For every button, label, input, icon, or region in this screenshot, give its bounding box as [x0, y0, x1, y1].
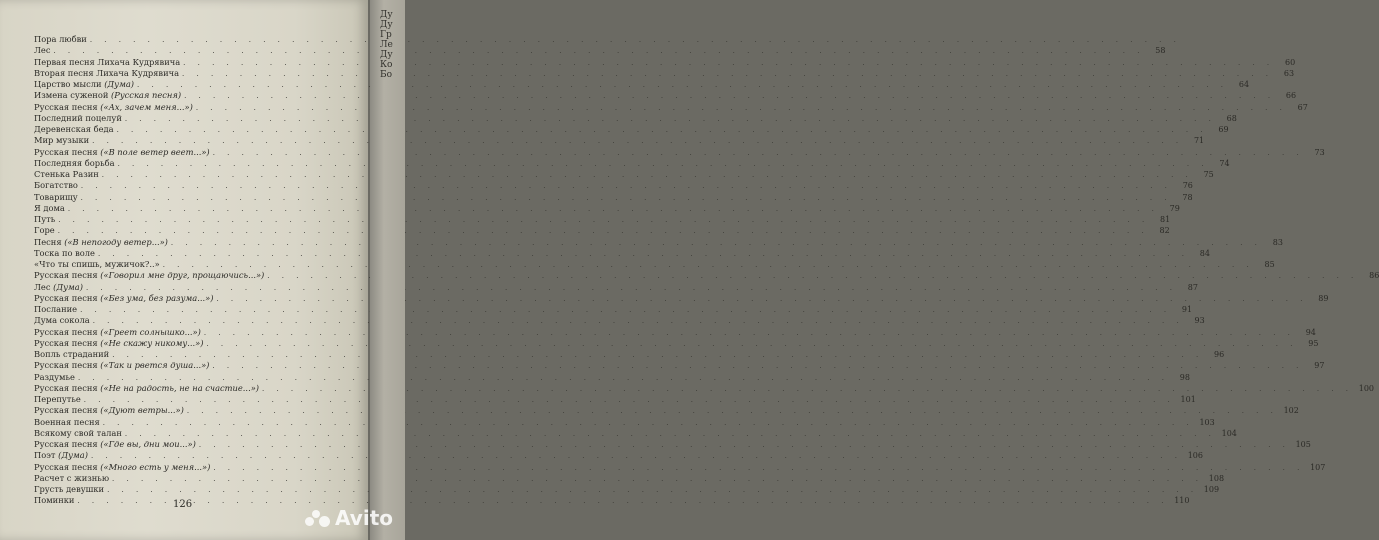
- table-of-contents: [34, 34, 1379, 507]
- toc-entry-page: 84: [1199, 248, 1210, 258]
- toc-entry-page: 66: [1285, 91, 1297, 101]
- adjacent-page-text: Ду: [380, 10, 393, 20]
- toc-entry: [34, 180, 1193, 191]
- dot-leader: [102, 170, 1193, 181]
- toc-entry-title: Лес (Дума): [34, 281, 83, 292]
- toc-entry-page: 108: [1208, 473, 1225, 483]
- toc-entry-title: Горе: [34, 225, 55, 236]
- toc-entry-title: «Что ты спишь, мужичок?..»: [34, 259, 160, 269]
- toc-entry-title: Русская песня («Где вы, дни мои...»): [34, 439, 196, 449]
- toc-entry: [34, 146, 1325, 158]
- dot-leader: [81, 193, 1172, 204]
- dot-leader: [118, 159, 1209, 170]
- toc-entry-title: Богатство: [34, 180, 78, 191]
- toc-entry: [34, 450, 1203, 461]
- dot-leader: [86, 283, 1177, 294]
- toc-entry: [34, 349, 1225, 360]
- toc-entry-title: Царство мысли (Дума): [34, 79, 135, 89]
- toc-entry-title: Русская песня («В поле ветер веет...»): [34, 146, 210, 157]
- toc-entry-page: 95: [1308, 338, 1319, 348]
- toc-entry-page: 89: [1318, 293, 1329, 303]
- dot-leader: [125, 429, 1216, 440]
- dot-leader: [103, 418, 1194, 429]
- toc-entry-title: Последний поцелуй: [34, 112, 122, 123]
- toc-entry-page: 109: [1203, 485, 1220, 494]
- toc-entry: [34, 112, 1237, 124]
- dot-leader: [58, 215, 1149, 226]
- toc-entry: [34, 304, 1193, 315]
- toc-entry-title: Поэт (Дума): [34, 450, 88, 461]
- toc-entry: [34, 405, 1299, 416]
- toc-entry: [34, 281, 1198, 293]
- toc-entry-title: Расчет с жизнью: [34, 472, 110, 483]
- dot-leader: [98, 249, 1189, 260]
- dot-leader: [91, 451, 1182, 462]
- toc-entry: [34, 337, 1319, 349]
- toc-entry: [34, 326, 1316, 338]
- toc-entry-title: Дума сокола: [34, 315, 90, 326]
- toc-entry-page: 81: [1160, 215, 1171, 224]
- toc-entry-page: 98: [1179, 372, 1190, 382]
- toc-entry-page: 83: [1272, 237, 1283, 247]
- toc-entry: [34, 225, 1170, 236]
- dot-leader: [93, 316, 1184, 327]
- toc-entry-title: Поминки: [34, 495, 75, 506]
- toc-entry: [34, 169, 1214, 180]
- adjacent-page-text: Ду: [380, 50, 393, 60]
- toc-entry-page: 64: [1238, 80, 1250, 89]
- toc-entry-page: 69: [1218, 125, 1229, 134]
- toc-entry-title: Вопль страданий: [34, 349, 110, 359]
- toc-entry-page: 87: [1187, 282, 1198, 292]
- toc-entry-title: Русская песня («Не на радость, не на счастие...»): [34, 382, 260, 393]
- dot-leader: [53, 46, 1144, 57]
- toc-entry-page: 79: [1169, 203, 1180, 213]
- dot-leader: [77, 496, 1168, 507]
- dot-leader: [80, 305, 1171, 316]
- dot-leader: [199, 440, 1290, 451]
- toc-entry: [34, 371, 1190, 383]
- toc-entry-page: 74: [1219, 158, 1230, 168]
- toc-entry-page: 78: [1182, 192, 1193, 202]
- toc-entry-title: Грусть девушки: [34, 484, 105, 494]
- page-number: 126: [173, 499, 193, 510]
- toc-entry: [34, 427, 1237, 439]
- toc-entry: [34, 270, 1379, 281]
- toc-entry: [34, 315, 1205, 326]
- toc-entry: [34, 79, 1250, 90]
- dot-leader: [90, 35, 1181, 46]
- toc-entry: [34, 236, 1283, 248]
- toc-entry-title: Первая песня Лихача Кудрявича: [34, 56, 181, 67]
- toc-entry-page: 93: [1194, 316, 1205, 326]
- watermark-text: Avito: [335, 506, 393, 530]
- toc-entry-title: Русская песня («Так и рвется душа...»): [34, 360, 210, 371]
- toc-entry: [34, 214, 1171, 225]
- toc-entry-page: 86: [1369, 271, 1379, 281]
- toc-entry-page: 85: [1264, 260, 1275, 269]
- toc-entry-title: Лес: [34, 45, 51, 56]
- toc-entry: [34, 101, 1308, 113]
- toc-entry-page: 82: [1159, 226, 1170, 236]
- toc-entry: [34, 292, 1329, 304]
- toc-entry-page: 101: [1180, 395, 1196, 404]
- toc-entry: [34, 90, 1297, 101]
- toc-entry-page: 104: [1221, 428, 1237, 438]
- dot-leader: [184, 91, 1275, 102]
- toc-entry: [34, 439, 1311, 450]
- watermark: [305, 506, 393, 530]
- dot-leader: [92, 136, 1183, 147]
- dot-leader: [137, 80, 1228, 91]
- toc-entry: [34, 382, 1375, 394]
- adjacent-page-text: Ко: [380, 60, 393, 70]
- toc-entry-title: Военная песня: [34, 416, 100, 427]
- toc-entry-page: 110: [1174, 496, 1190, 506]
- toc-entry-title: Русская песня («Дуют ветры...»): [34, 405, 184, 416]
- adjacent-page-text: Гр: [380, 30, 392, 40]
- toc-entry-title: Пора любви: [34, 34, 87, 44]
- toc-entry-page: 107: [1310, 462, 1326, 472]
- toc-entry-page: 76: [1182, 181, 1193, 191]
- toc-entry-title: Русская песня («Греет солнышко...»): [34, 326, 201, 337]
- toc-entry: [34, 484, 1220, 495]
- toc-entry-page: 102: [1283, 406, 1299, 416]
- toc-entry: [34, 416, 1215, 428]
- toc-entry-page: 97: [1314, 361, 1325, 371]
- dot-leader: [182, 69, 1273, 80]
- dot-leader: [112, 350, 1203, 361]
- adjacent-page-text: Ду: [380, 20, 393, 30]
- dot-leader: [107, 485, 1198, 496]
- toc-entry-page: 75: [1203, 170, 1214, 179]
- toc-entry-page: 100: [1358, 383, 1375, 393]
- toc-entry-title: Тоска по воле: [34, 247, 95, 258]
- dot-leader: [125, 114, 1216, 125]
- toc-entry: [34, 247, 1210, 259]
- toc-entry-title: Русская песня («Ах, зачем меня...»): [34, 101, 193, 112]
- dot-leader: [204, 328, 1295, 339]
- toc-entry: [34, 360, 1325, 371]
- toc-entry-page: 96: [1214, 350, 1225, 359]
- toc-entry: [34, 191, 1193, 203]
- toc-entry-page: 106: [1187, 451, 1203, 461]
- dot-leader: [183, 58, 1274, 69]
- dot-leader: [196, 103, 1287, 114]
- toc-entry-title: Раздумье: [34, 371, 75, 382]
- toc-entry-title: Русская песня («Много есть у меня...»): [34, 461, 211, 472]
- dot-leader: [187, 406, 1278, 417]
- toc-entry-title: Перепутье: [34, 394, 81, 404]
- toc-entry-title: Стенька Разин: [34, 169, 99, 179]
- dot-leader: [58, 226, 1149, 237]
- toc-entry: [34, 202, 1180, 214]
- toc-entry: [34, 124, 1229, 135]
- dot-leader: [84, 395, 1175, 406]
- adjacent-page-edge: [370, 0, 405, 540]
- toc-entry-page: 105: [1295, 440, 1311, 449]
- avito-logo-icon: [305, 508, 331, 528]
- toc-entry-title: Товарищу: [34, 191, 78, 202]
- toc-entry-title: Всякому свой талан: [34, 427, 122, 438]
- toc-entry-page: 67: [1297, 102, 1308, 112]
- toc-entry-title: Русская песня («Говорил мне друг, прощаючись...»): [34, 270, 265, 281]
- toc-entry: [34, 259, 1275, 270]
- dot-leader: [81, 181, 1172, 192]
- toc-entry-title: Измена суженой (Русская песня): [34, 90, 182, 101]
- toc-entry-title: Мир музыки: [34, 135, 90, 146]
- toc-entry-title: Путь: [34, 214, 56, 224]
- toc-entry-page: 58: [1155, 46, 1166, 56]
- dot-leader: [171, 238, 1262, 249]
- toc-entry-page: 103: [1199, 417, 1215, 427]
- toc-entry-title: Вторая песня Лихача Кудрявича: [34, 67, 180, 78]
- adjacent-page-text: Ле: [380, 40, 393, 50]
- toc-entry-title: Русская песня («Без ума, без разума...»): [34, 292, 214, 303]
- dot-leader: [117, 125, 1208, 136]
- toc-entry-page: 73: [1314, 147, 1325, 157]
- toc-entry: [34, 472, 1225, 484]
- toc-entry: [34, 394, 1196, 405]
- toc-entry-title: Русская песня («Не скажу никому...»): [34, 337, 204, 348]
- dot-leader: [112, 474, 1203, 485]
- toc-entry-title: Я дома: [34, 202, 65, 213]
- toc-entry-page: 68: [1226, 113, 1237, 123]
- adjacent-page-text: Бо: [380, 70, 393, 80]
- toc-entry: [34, 461, 1326, 473]
- toc-entry-title: Деревенская беда: [34, 124, 114, 134]
- toc-entry-title: Послание: [34, 304, 78, 314]
- toc-entry: [34, 135, 1205, 146]
- toc-entry-page: 94: [1305, 327, 1316, 337]
- toc-entry-page: 91: [1181, 305, 1193, 314]
- toc-entry: [34, 157, 1230, 169]
- dot-leader: [163, 260, 1254, 271]
- toc-entry: [34, 34, 344, 45]
- dot-leader: [68, 204, 1159, 215]
- toc-entry-page: 71: [1193, 136, 1205, 146]
- toc-entry-title: Песня («В непогоду ветер...»): [34, 236, 168, 247]
- toc-entry-title: Последняя борьба: [34, 157, 115, 168]
- toc-entry-page: 63: [1283, 68, 1295, 78]
- toc-entry-page: 60: [1284, 57, 1296, 67]
